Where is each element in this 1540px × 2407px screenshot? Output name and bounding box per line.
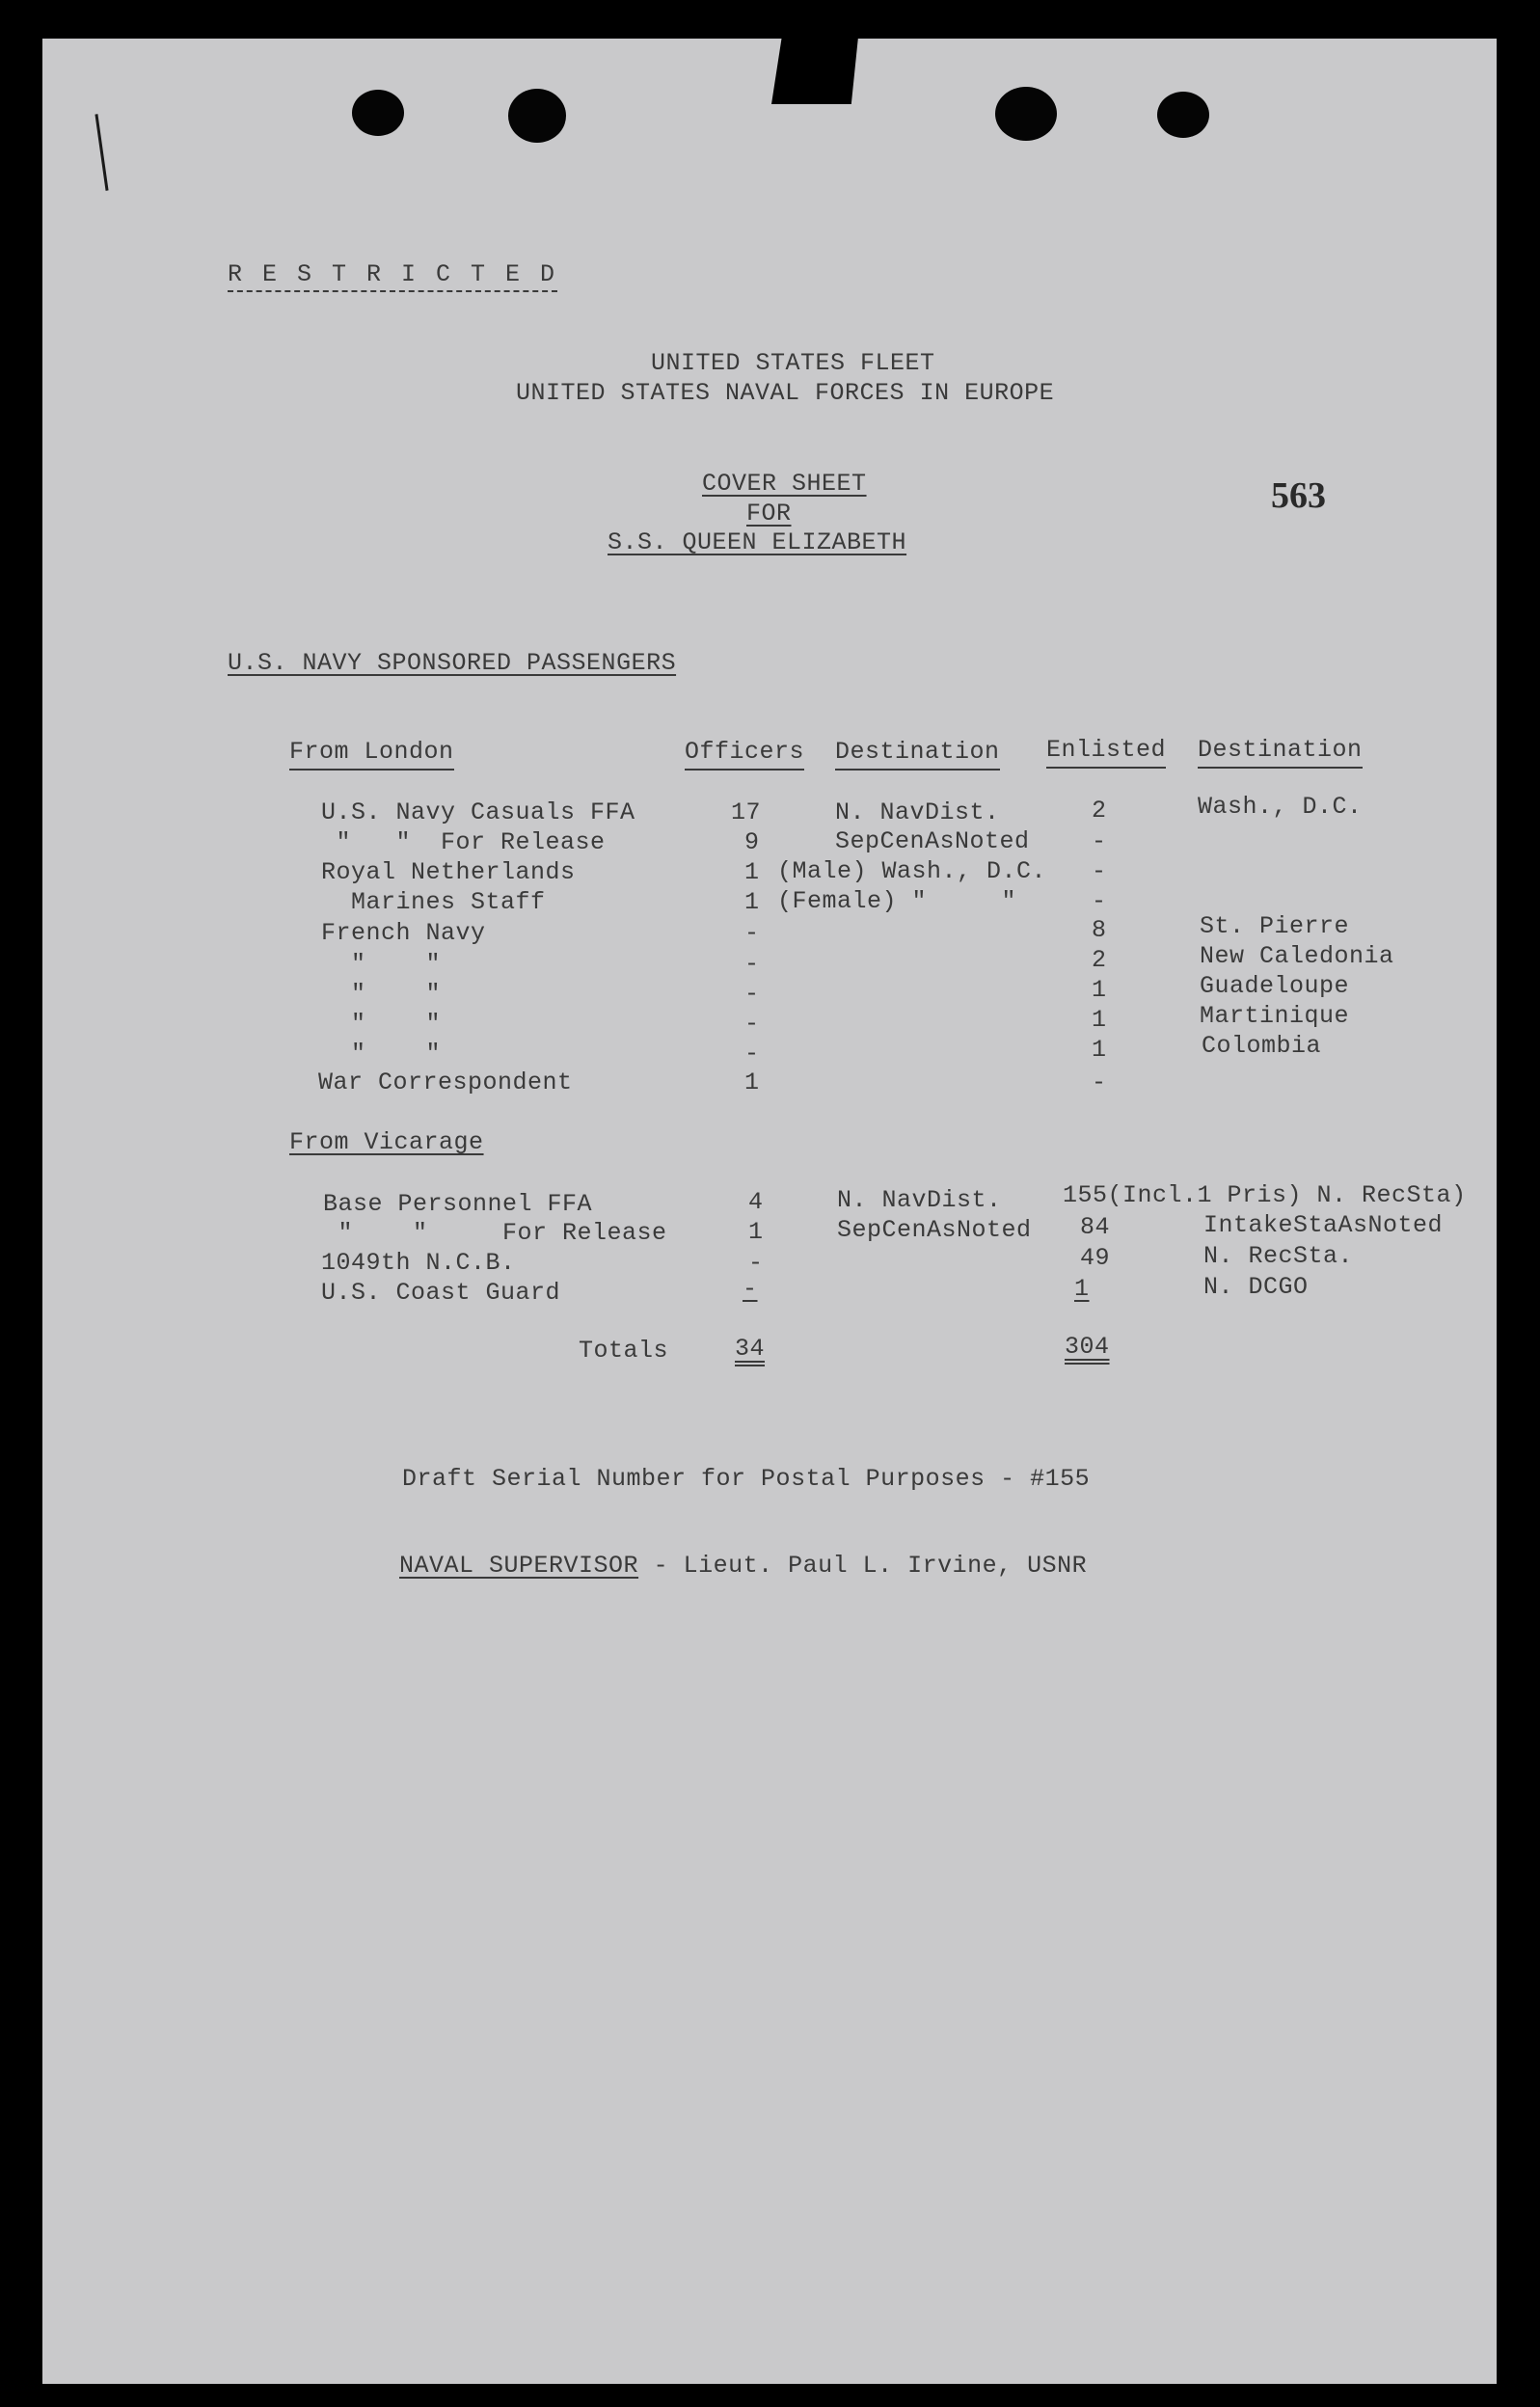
row-destination-2: Guadeloupe [1200, 972, 1350, 1000]
row-enlisted: - [1092, 887, 1107, 915]
row-label: " " [321, 1010, 442, 1038]
row-label: " " [321, 980, 442, 1008]
row-label: War Correspondent [318, 1068, 573, 1096]
totals-label: Totals [579, 1337, 669, 1365]
col-header-enlisted: Enlisted [1046, 736, 1166, 769]
row-enlisted: 2 [1092, 946, 1107, 974]
org-line-2: UNITED STATES NAVAL FORCES IN EUROPE [516, 379, 1055, 407]
row-officers: - [744, 1010, 760, 1038]
row-label: 1049th N.C.B. [321, 1249, 516, 1277]
cover-title: COVER SHEET [702, 470, 867, 498]
row-label: " " [321, 1040, 442, 1068]
row-destination-2: IntakeStaAsNoted [1203, 1211, 1444, 1239]
row-officers: - [744, 980, 760, 1008]
col-header-officers: Officers [685, 738, 804, 771]
row-label: " " For Release [321, 828, 606, 856]
row-enlisted: - [1092, 857, 1107, 885]
row-enlisted: 1 [1092, 1036, 1107, 1064]
cover-ship: S.S. QUEEN ELIZABETH [608, 528, 907, 556]
punch-hole [508, 89, 566, 143]
row-officers: 1 [748, 1218, 764, 1246]
row-destination-2: N. DCGO [1203, 1273, 1309, 1301]
row-destination: N. NavDist. [835, 798, 1000, 826]
row-label: " " For Release [323, 1219, 667, 1247]
col-header-source: From London [289, 738, 454, 771]
supervisor-name: - Lieut. Paul L. Irvine, USNR [638, 1552, 1088, 1580]
row-label: Royal Netherlands [321, 858, 576, 886]
cover-for: FOR [746, 500, 792, 527]
row-officers: 1 [744, 888, 760, 916]
row-officers: - [744, 950, 760, 978]
row-officers: - [744, 1040, 760, 1068]
row-enlisted: 84 [1080, 1213, 1111, 1241]
section-vicarage: From Vicarage [289, 1128, 484, 1156]
binder-tab [771, 37, 858, 104]
row-enlisted: 1 [1092, 976, 1107, 1004]
row-destination: SepCenAsNoted [837, 1216, 1032, 1244]
punch-hole [995, 87, 1057, 141]
row-label: French Navy [321, 919, 486, 947]
row-destination-2: St. Pierre [1200, 912, 1350, 940]
row-enlisted: 8 [1092, 916, 1107, 944]
row-enlisted: 155(Incl.1 Pris) N. RecSta) [1063, 1181, 1467, 1209]
row-enlisted: 49 [1080, 1244, 1111, 1272]
row-label: Base Personnel FFA [323, 1190, 593, 1218]
row-officers: - [743, 1275, 758, 1303]
row-officers: 1 [744, 858, 760, 886]
row-label: Marines Staff [321, 888, 546, 916]
row-enlisted: 2 [1092, 797, 1107, 825]
punch-hole [352, 90, 404, 136]
row-destination-2: Wash., D.C. [1198, 793, 1363, 821]
draft-serial: Draft Serial Number for Postal Purposes - #155 [402, 1465, 1091, 1493]
row-enlisted: - [1092, 1068, 1107, 1096]
row-destination: SepCenAsNoted [835, 827, 1030, 855]
row-destination-2: New Caledonia [1200, 942, 1394, 970]
classification-label: R E S T R I C T E D [228, 260, 557, 292]
row-officers: - [744, 919, 760, 947]
supervisor-label: NAVAL SUPERVISOR [399, 1552, 639, 1580]
row-destination: (Male) Wash., D.C. [777, 857, 1047, 885]
totals-enlisted: 304 [1065, 1333, 1110, 1361]
row-destination: (Female) " " [777, 887, 1017, 915]
row-officers: - [748, 1249, 764, 1277]
totals-officers: 34 [735, 1335, 766, 1363]
page-number-stamp: 563 [1271, 475, 1326, 516]
row-label: U.S. Coast Guard [321, 1279, 561, 1307]
row-label: " " [321, 950, 442, 978]
row-officers: 4 [748, 1188, 764, 1216]
row-destination-2: Colombia [1202, 1032, 1322, 1060]
row-destination-2: N. RecSta. [1203, 1242, 1354, 1270]
row-officers: 17 [731, 798, 762, 826]
row-destination: N. NavDist. [837, 1186, 1002, 1214]
org-line-1: UNITED STATES FLEET [651, 349, 935, 377]
row-enlisted: 1 [1092, 1006, 1107, 1034]
col-header-destination-2: Destination [1198, 736, 1363, 769]
col-header-destination: Destination [835, 738, 1000, 771]
row-enlisted: 1 [1074, 1275, 1090, 1303]
section-title: U.S. NAVY SPONSORED PASSENGERS [228, 649, 677, 677]
row-enlisted: - [1092, 827, 1107, 855]
row-destination-2: Martinique [1200, 1002, 1350, 1030]
row-officers: 9 [744, 828, 760, 856]
row-officers: 1 [744, 1068, 760, 1096]
punch-hole [1157, 92, 1209, 138]
row-label: U.S. Navy Casuals FFA [321, 798, 635, 826]
